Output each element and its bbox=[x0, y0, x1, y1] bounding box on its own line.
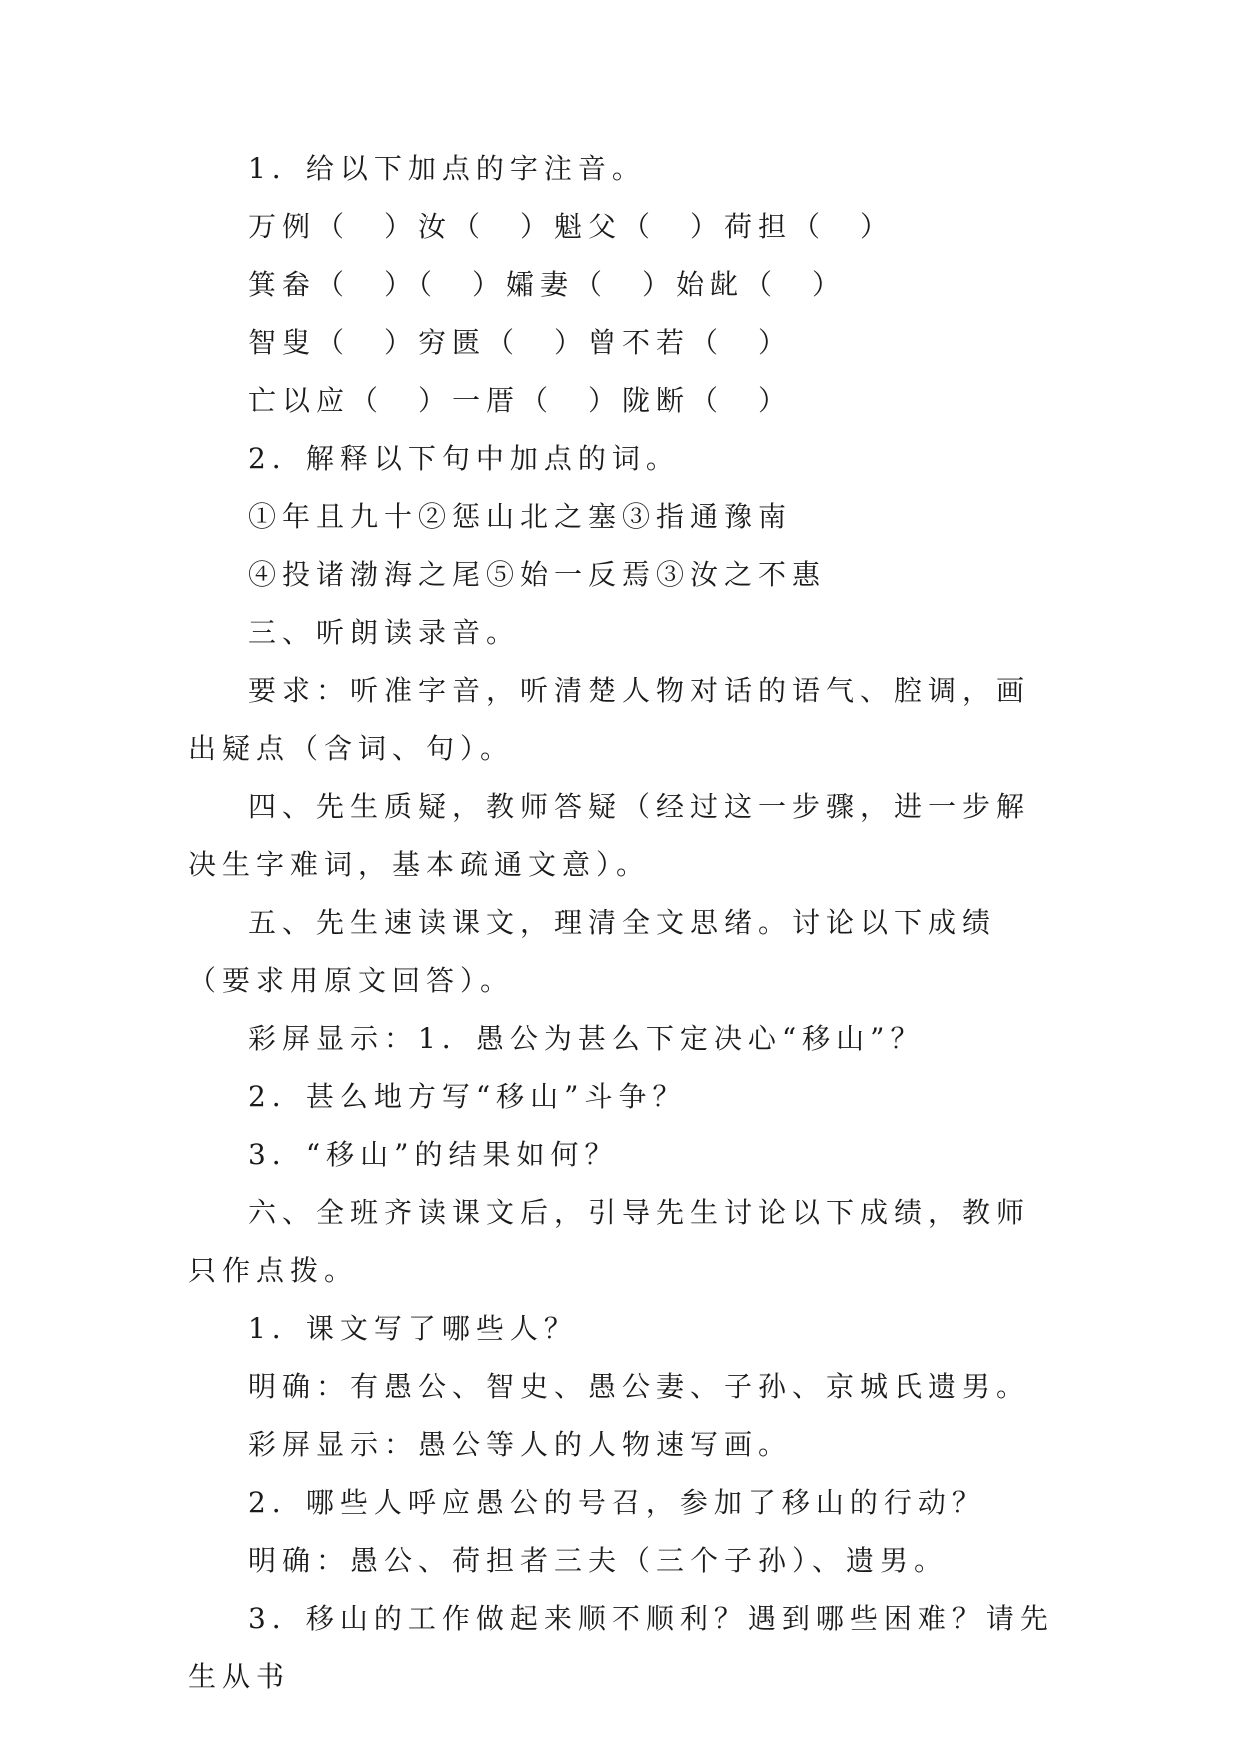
document-body bbox=[188, 140, 1060, 1706]
paragraph-11: 四、先生质疑，教师答疑（经过这一步骤，进一步解决生字难词，基本疏通文意）。 bbox=[188, 790, 1031, 881]
paragraph-17: 1．课文写了哪些人？ bbox=[248, 1312, 578, 1345]
paragraph-3: 箕畚（ ）（ ）孀妻（ ）始龀（ ） bbox=[248, 268, 847, 301]
paragraph-12: 五、先生速读课文，理清全文思绪。讨论以下成绩（要求用原文回答）。 bbox=[188, 906, 997, 997]
paragraph-5: 亡以应（ ）一厝（ ）陇断（ ） bbox=[248, 384, 793, 417]
paragraph-18: 明确：有愚公、智史、愚公妻、子孙、京城氏遗男。 bbox=[248, 1370, 1031, 1403]
paragraph-19: 彩屏显示：愚公等人的人物速写画。 bbox=[248, 1428, 793, 1461]
paragraph-13: 彩屏显示：1．愚公为甚么下定决心“移山”？ bbox=[248, 1022, 925, 1055]
paragraph-16: 六、全班齐读课文后，引导先生讨论以下成绩，教师只作点拨。 bbox=[188, 1196, 1031, 1287]
paragraph-15: 3．“移山”的结果如何？ bbox=[248, 1138, 619, 1171]
paragraph-20: 2．哪些人呼应愚公的号召，参加了移山的行动？ bbox=[248, 1486, 986, 1519]
paragraph-21: 明确：愚公、荷担者三夫（三个子孙）、遗男。 bbox=[248, 1544, 949, 1577]
paragraph-8: ④投诸渤海之尾⑤始一反焉③汝之不惠 bbox=[248, 558, 827, 591]
paragraph-9: 三、听朗读录音。 bbox=[248, 616, 521, 649]
paragraph-22: 3．移山的工作做起来顺不顺利？遇到哪些困难？请先生从书 bbox=[188, 1602, 1054, 1693]
paragraph-4: 智叟（ ）穷匮（ ）曾不若（ ） bbox=[248, 326, 793, 359]
paragraph-1: 1．给以下加点的字注音。 bbox=[248, 152, 646, 185]
paragraph-14: 2．甚么地方写“移山”斗争？ bbox=[248, 1080, 687, 1113]
paragraph-2: 万例（ ）汝（ ）魁父（ ）荷担（ ） bbox=[248, 210, 895, 243]
paragraph-10: 要求：听准字音，听清楚人物对话的语气、腔调，画出疑点（含词、句）。 bbox=[188, 674, 1031, 765]
paragraph-7: ①年且九十②惩山北之塞③指通豫南 bbox=[248, 500, 793, 533]
paragraph-6: 2．解释以下句中加点的词。 bbox=[248, 442, 680, 475]
